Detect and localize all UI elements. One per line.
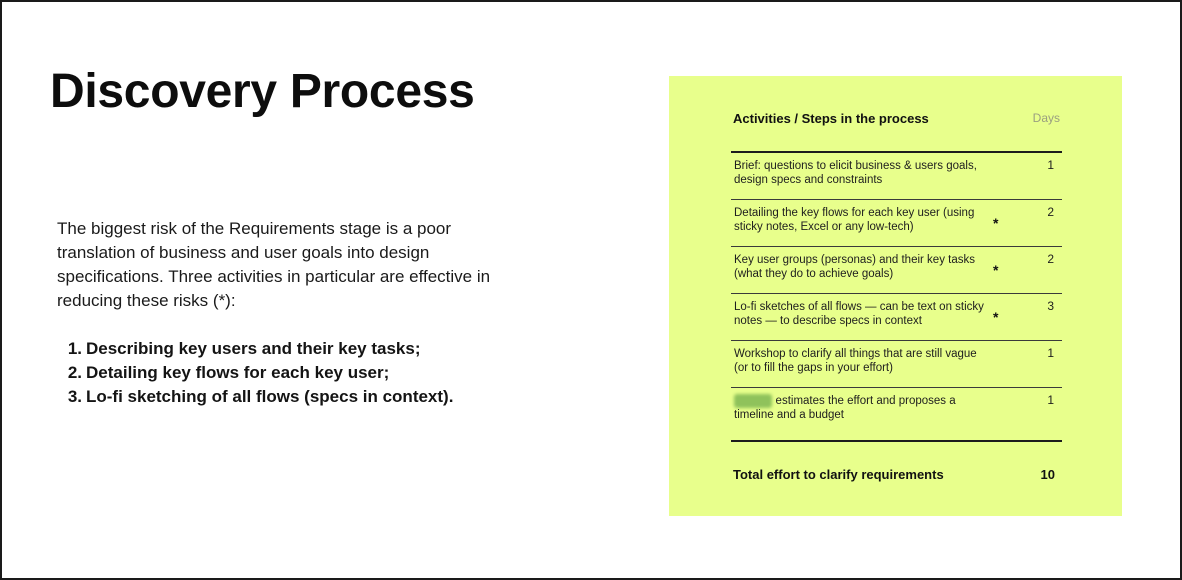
activity-days: 1 (1047, 393, 1054, 407)
activity-text: Detailing the key flows for each key user (using sticky notes, Excel or any low-tech) (734, 207, 975, 233)
activity-text: Brief: questions to elicit business & users goals, design specs and constraints (734, 160, 977, 186)
activity-text: Key user groups (personas) and their key tasks (what they do to achieve goals) (734, 254, 975, 280)
activity-text-rest: estimates the effort and proposes a timeline and a budget (734, 395, 956, 421)
intro-paragraph: The biggest risk of the Requirements stage is a poor translation of business and user goals into design specifications. Three activities in particular are effective in reducing these risks (*): (57, 219, 491, 310)
activities-card (669, 76, 1122, 516)
activities-table (731, 151, 1062, 442)
activity-days: 2 (1047, 252, 1054, 266)
list-number: 1. (67, 339, 82, 358)
table-row (731, 200, 1062, 247)
asterisk-marker: * (993, 309, 999, 325)
redacted-company-name (734, 394, 772, 408)
asterisk-marker: * (993, 262, 999, 278)
table-row (731, 388, 1062, 442)
table-header (733, 108, 1062, 128)
activity-text: Lo-fi sketches of all flows — can be text on sticky notes — to describe specs in context (734, 301, 984, 327)
table-row (731, 153, 1062, 200)
total-label: Total effort to clarify requirements (733, 467, 944, 482)
table-row (731, 341, 1062, 388)
key-activity-text: Lo-fi sketching of all flows (specs in context). (86, 387, 454, 406)
days-column-header: Days (1032, 111, 1060, 125)
key-activity-item (59, 385, 453, 409)
activity-days: 1 (1047, 346, 1054, 360)
activity-text: Workshop to clarify all things that are still vague (or to fill the gaps in your effort) (734, 348, 977, 374)
key-activities-list (59, 337, 453, 409)
list-number: 2. (67, 363, 82, 382)
key-activity-text: Describing key users and their key tasks; (86, 339, 421, 358)
total-row (733, 467, 1062, 487)
activity-days: 3 (1047, 299, 1054, 313)
activities-column-header: Activities / Steps in the process (733, 111, 929, 126)
list-number: 3. (67, 387, 82, 406)
key-activity-item (59, 337, 453, 361)
activity-days: 2 (1047, 205, 1054, 219)
table-row (731, 294, 1062, 341)
asterisk-marker: * (993, 215, 999, 231)
page-title: Discovery Process (50, 65, 475, 118)
key-activity-item (59, 361, 453, 385)
activity-days: 1 (1047, 158, 1054, 172)
total-days: 10 (1040, 467, 1055, 482)
table-row (731, 247, 1062, 294)
activity-text (734, 394, 984, 422)
key-activity-text: Detailing key flows for each key user; (86, 363, 390, 382)
